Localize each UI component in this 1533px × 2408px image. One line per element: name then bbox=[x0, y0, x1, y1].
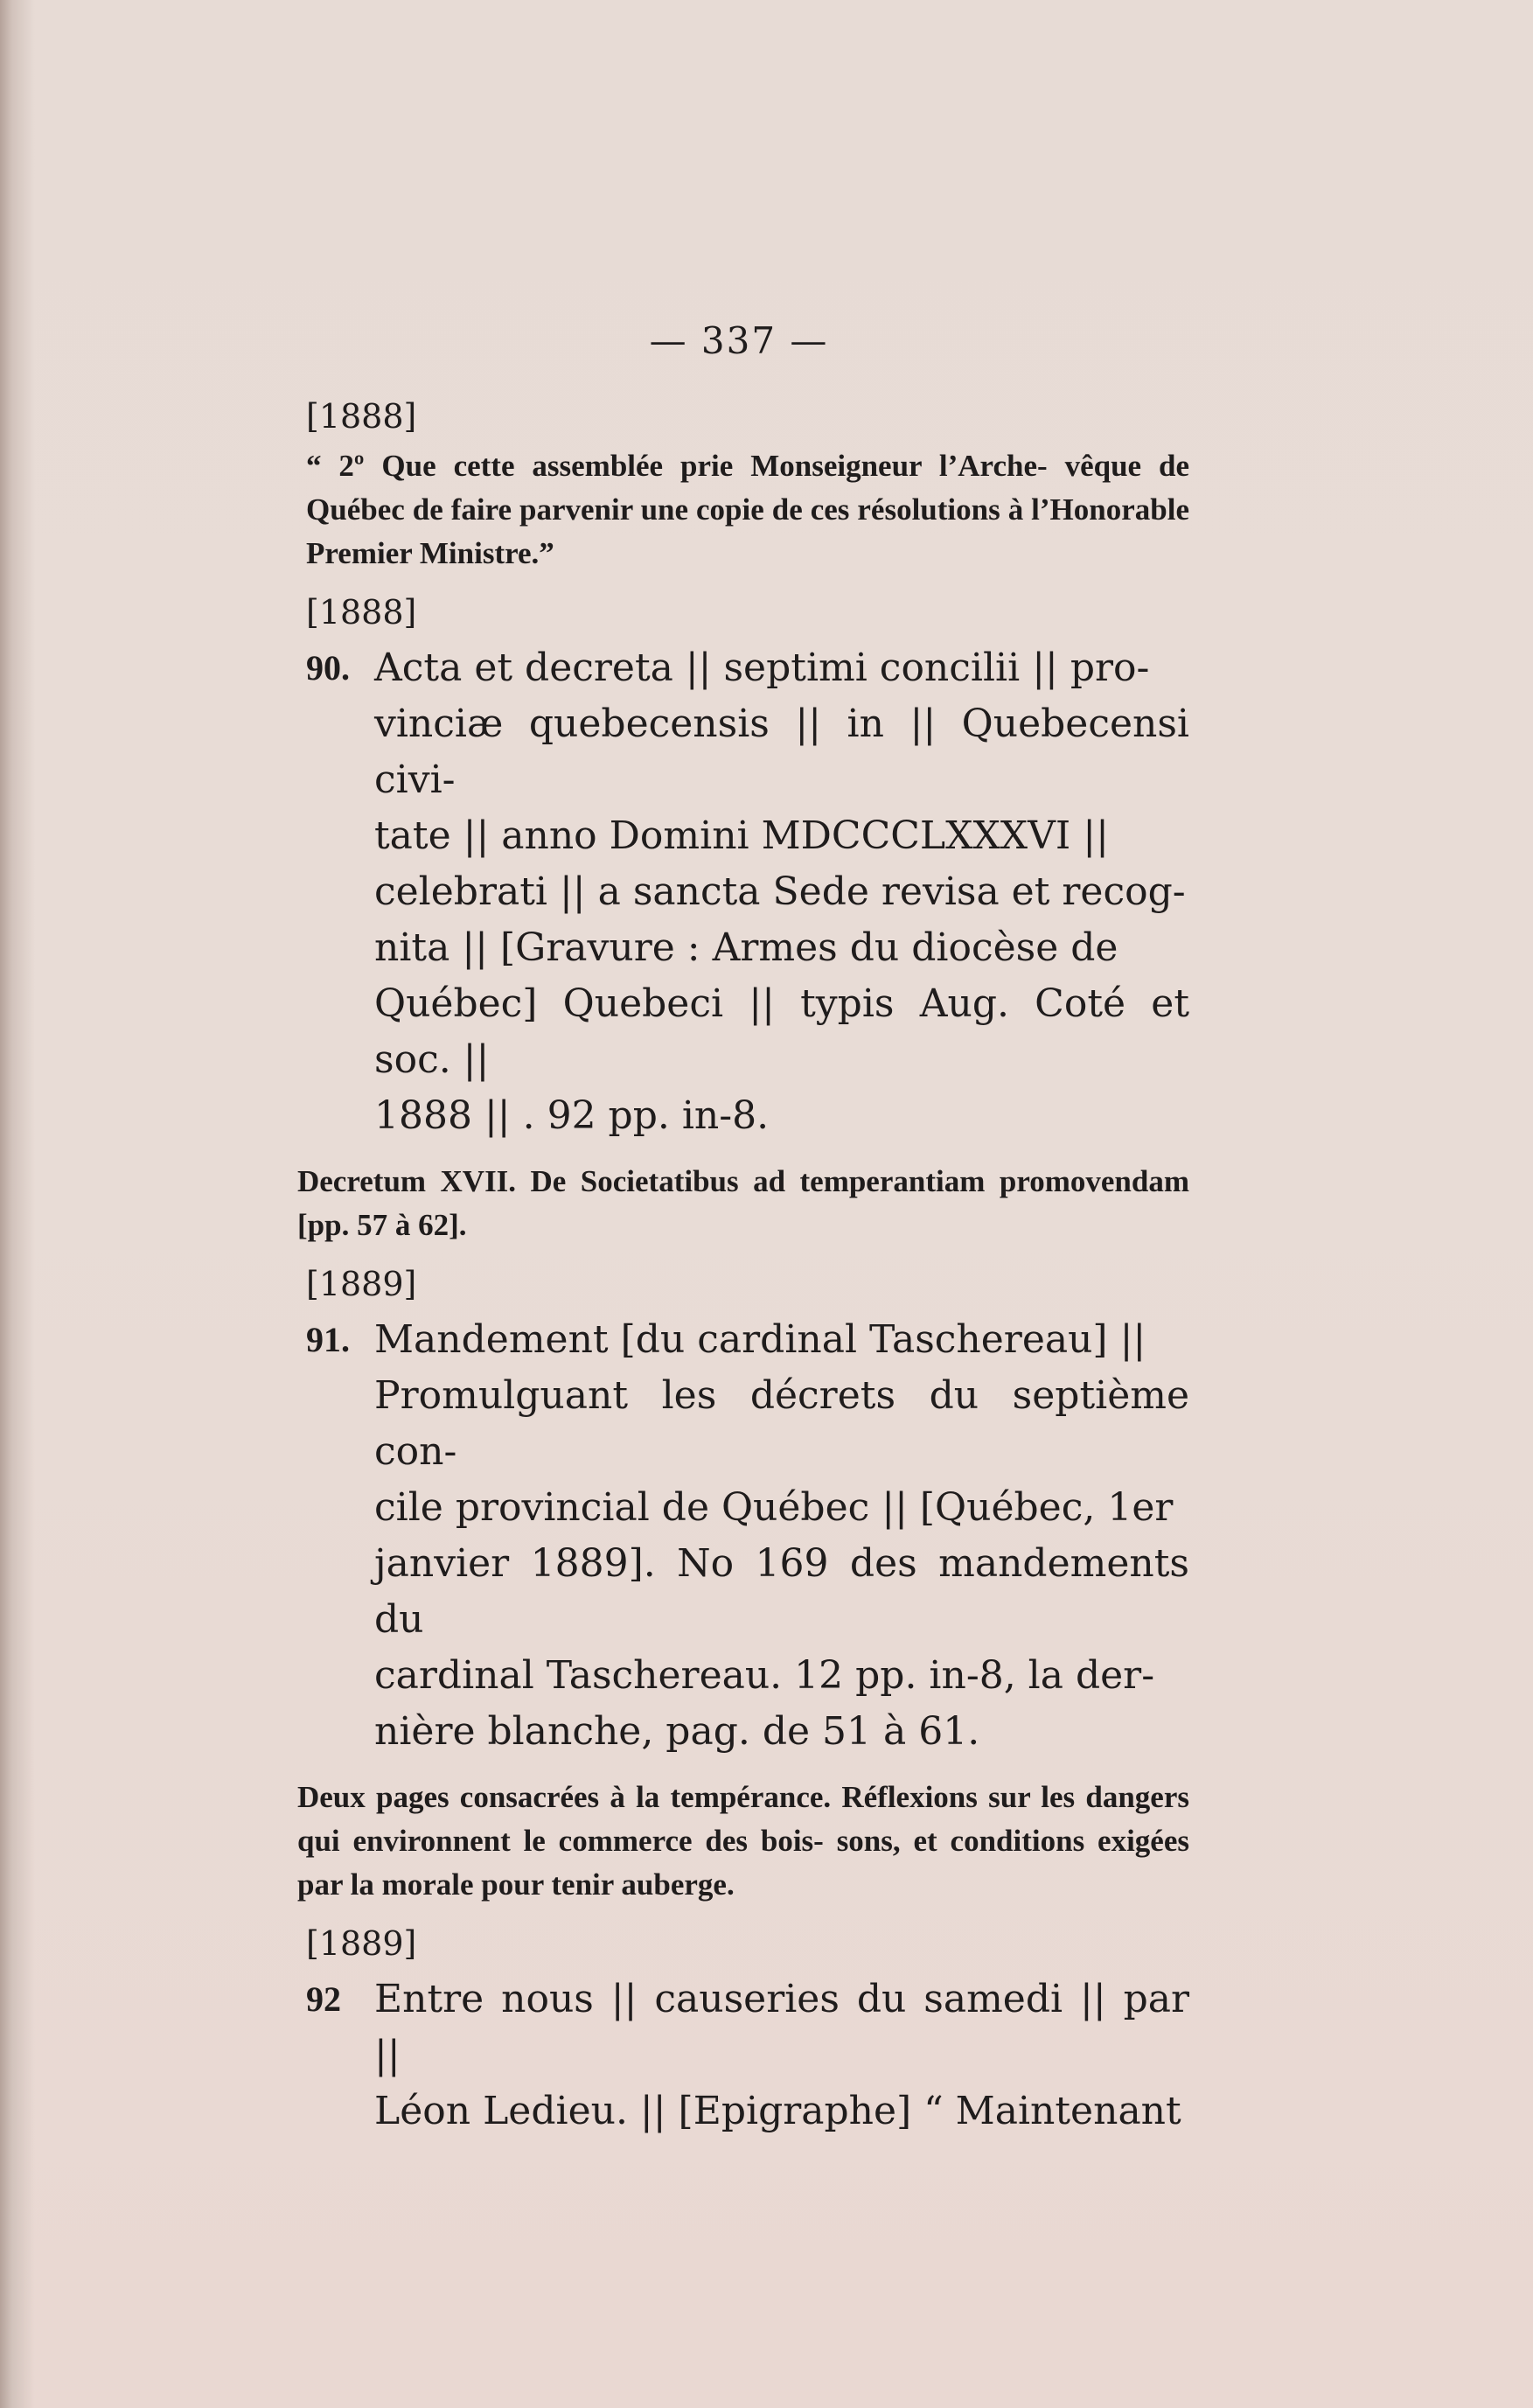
resolution-quote bbox=[306, 444, 1189, 576]
year-label: [1888] bbox=[306, 593, 417, 632]
entry-body bbox=[306, 1972, 1189, 2139]
year-label: [1889] bbox=[306, 1265, 417, 1303]
year-label: [1889] bbox=[306, 1924, 417, 1963]
entry-body bbox=[306, 1312, 1189, 1760]
citation-line: janvier 1889]. No 169 des mandements du bbox=[374, 1541, 1189, 1642]
citation-line: 1888 || . 92 pp. in-8. bbox=[374, 1093, 770, 1138]
entry-91 bbox=[289, 1265, 1189, 1907]
quote-line: vêque de Québec de faire parvenir une copie de ces bbox=[306, 449, 1190, 527]
year-label: [1888] bbox=[306, 397, 417, 436]
citation-line: vinciæ quebecensis || in || Quebecensi civi- bbox=[374, 701, 1189, 802]
page-number: — 337 — bbox=[649, 319, 829, 362]
entry-citation bbox=[374, 1312, 1189, 1760]
page-gutter-shadow bbox=[0, 0, 35, 2408]
note-line: promovendam [pp. 57 à 62]. bbox=[297, 1164, 1190, 1242]
citation-line: Acta et decreta || septimi concilii || pro- bbox=[374, 646, 1150, 690]
citation-line: cardinal Taschereau. 12 pp. in-8, la der- bbox=[374, 1653, 1155, 1698]
citation-line: nita || [Gravure : Armes du diocèse de bbox=[374, 925, 1118, 970]
entry-note bbox=[297, 1776, 1189, 1907]
entry-body bbox=[306, 640, 1189, 1144]
citation-line: celebrati || a sancta Sede revisa et recog- bbox=[374, 869, 1186, 914]
quote-line: résolutions à l’Honorable Premier Ministre.” bbox=[306, 492, 1189, 570]
citation-line: Mandement [du cardinal Taschereau] || bbox=[374, 1317, 1146, 1362]
text-column bbox=[289, 319, 1189, 2139]
note-line: sur les dangers qui environnent le commerce des bois- bbox=[297, 1780, 1189, 1858]
quote-line: “ 2º Que cette assemblée prie Monseigneur l’Arche- bbox=[306, 449, 1048, 483]
entry-number: 92 bbox=[306, 1979, 341, 2019]
entry-number: 90. bbox=[306, 648, 350, 688]
citation-line: nière blanche, pag. de 51 à 61. bbox=[374, 1709, 980, 1754]
citation-line: Promulguant les décrets du septième con- bbox=[374, 1373, 1189, 1474]
note-line: Decretum XVII. De Societatibus ad temperantiam bbox=[297, 1164, 986, 1198]
section-1888-quote bbox=[289, 397, 1189, 576]
entry-90 bbox=[289, 593, 1189, 1247]
entry-92 bbox=[289, 1924, 1189, 2139]
note-line: Deux pages consacrées à la tempérance. Réflexions bbox=[297, 1780, 978, 1814]
entry-note bbox=[297, 1160, 1189, 1247]
citation-line: Entre nous || causeries du samedi || par || bbox=[374, 1977, 1189, 2077]
note-line: auberge. bbox=[621, 1867, 735, 1902]
entry-number: 91. bbox=[306, 1320, 350, 1359]
citation-line: Québec] Quebeci || typis Aug. Coté et soc. || bbox=[374, 981, 1189, 1082]
entry-citation bbox=[374, 640, 1189, 1144]
entry-citation bbox=[374, 1972, 1189, 2139]
note-line: sons, et conditions exigées par la morale pour tenir bbox=[297, 1824, 1189, 1902]
citation-line: Léon Ledieu. || [Epigraphe] “ Maintenant bbox=[374, 2089, 1181, 2133]
citation-line: cile provincial de Québec || [Québec, 1er bbox=[374, 1485, 1174, 1530]
citation-line: tate || anno Domini MDCCCLXXXVI || bbox=[374, 813, 1109, 858]
